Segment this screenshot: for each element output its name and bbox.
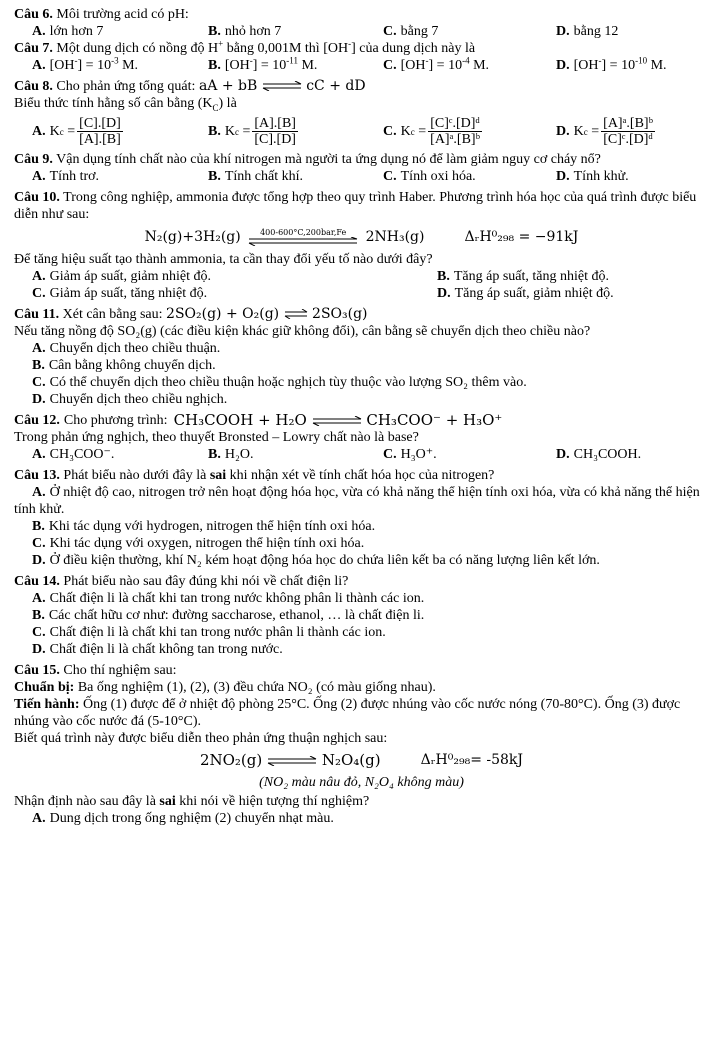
question-8-line2: Biểu thức tính hằng số cân bằng $(K_C)$ là	[14, 96, 237, 113]
option-b[interactable]: B. Các chất hữu cơ như: đường saccharose, ethanol, … là chất điện li.	[32, 608, 425, 623]
question-number: Câu 9.	[14, 152, 53, 167]
question-number: Câu 11.	[14, 307, 60, 322]
option-a[interactable]: A. Chuyển dịch theo chiều thuận.	[32, 341, 221, 356]
answer-options	[32, 23, 709, 40]
option-b[interactable]: B. Cân bằng không chuyển dịch.	[32, 358, 216, 373]
color-note: (NO₂ màu nâu đỏ, N₂O₄ không màu)	[259, 775, 464, 790]
option-a[interactable]: A. Dung dịch trong ống nghiệm (2) chuyển nhạt màu.	[32, 811, 334, 826]
option-c[interactable]: C. bằng 7	[383, 24, 439, 39]
question-number: Câu 6.	[14, 7, 53, 22]
option-a[interactable]: A. Tính trơ.	[32, 169, 100, 184]
option-c[interactable]: C. Chất điện li là chất khi tan trong nước phân li thành các ion.	[32, 625, 386, 640]
question-stem: Xét cân bằng sau:	[62, 307, 163, 322]
option-a[interactable]: A. lớn hơn 7	[32, 24, 104, 39]
option-a[interactable]: A. Giảm áp suất, giảm nhiệt độ.	[32, 269, 211, 284]
preparation-line: Chuẩn bị: Ba ống nghiệm (1), (2), (3) đều chứa NO₂ (có màu giống nhau).	[14, 680, 436, 695]
answer-options	[32, 168, 709, 185]
option-c[interactable]: C. K c = $\frac{\text{[C]ᶜ.[D]ᵈ}}{\text{[A]ᵃ.[B]ᵇ}}$	[383, 116, 480, 147]
option-c[interactable]: C. H₃O⁺.	[383, 447, 437, 462]
equilibrium-arrow-icon: 400-600°C,200bar,Fe	[248, 228, 358, 246]
option-a[interactable]: A. Ở nhiệt độ cao, nitrogen trở nên hoạt động hóa học, vừa có khả năng thể hiện tính oxi hóa, vừa có khả năng thể hiện tính khử.	[14, 485, 700, 517]
answer-options	[32, 446, 709, 463]
option-d[interactable]: D. Tăng áp suất, giảm nhiệt độ.	[437, 286, 614, 301]
option-d[interactable]: D. Ở điều kiện thường, khí N₂ kém hoạt động hóa học do chứa liên kết ba có năng lượng liên kết lớn.	[32, 553, 600, 568]
reaction-equation: CH₃COOH + H₂O CH₃COO⁻ + H₃O⁺	[173, 411, 503, 429]
option-c[interactable]: C. Tính oxi hóa.	[383, 169, 476, 184]
option-d[interactable]: D. Chuyển dịch theo chiều nghịch.	[32, 392, 228, 407]
question-12	[14, 412, 709, 429]
question-11	[14, 306, 709, 323]
question-stem: Cho phương trình:	[63, 413, 168, 428]
question-14	[14, 573, 709, 590]
option-a[interactable]: A. CH₃COO⁻.	[32, 447, 115, 462]
option-b[interactable]: B. H₂O.	[208, 447, 254, 462]
answer-options	[32, 285, 709, 302]
question-stem: Cho phản ứng tổng quát:	[56, 79, 196, 94]
question-stem: Trong công nghiệp, ammonia được tổng hợp theo quy trình Haber. Phương trình hóa học của quá trình được biểu diễn như sau:	[14, 190, 697, 222]
enthalpy-value: ΔᵣH⁰₂₉₈ = −91kJ	[464, 228, 579, 245]
enthalpy-value: ΔᵣH⁰₂₉₈= -58kJ	[420, 752, 524, 768]
question-stem: Cho thí nghiệm sau:	[63, 663, 177, 678]
option-b[interactable]: B. nhỏ hơn 7	[208, 24, 282, 39]
question-12-prompt: Trong phản ứng nghịch, theo thuyết Bronsted – Lowry chất nào là base?	[14, 430, 419, 445]
reaction-equation: aA + bB cC + dD	[198, 78, 366, 94]
option-c[interactable]: C. Khi tác dụng với oxygen, nitrogen thể hiện tính oxi hóa.	[32, 536, 365, 551]
haber-equation: N₂(g)+3H₂(g) 400-600°C,200bar,Fe 2NH₃(g) ΔᵣH⁰₂₉₈ = −91kJ	[144, 228, 579, 245]
known-line: Biết quá trình này được biểu diễn theo phản ứng thuận nghịch sau:	[14, 731, 388, 746]
option-d[interactable]: D. $[OH^-] = 10^{-10}$ M.	[556, 55, 667, 73]
equilibrium-arrow-icon	[262, 81, 302, 91]
question-number: Câu 7.	[14, 41, 53, 56]
equilibrium-arrow-icon	[312, 416, 362, 426]
no2-equation: 2NO₂(g) N₂O₄(g) ΔᵣH⁰₂₉₈= -58kJ	[199, 751, 524, 769]
option-b[interactable]: B. $[OH^-] = 10^{-11}$ M.	[208, 55, 318, 73]
question-number: Câu 14.	[14, 574, 60, 589]
question-15-prompt: Nhận định nào sau đây là sai khi nói về hiện tượng thí nghiệm?	[14, 794, 370, 809]
option-a[interactable]: A. Chất điện li là chất khi tan trong nước không phân li thành các ion.	[32, 591, 425, 606]
question-number: Câu 12.	[14, 413, 60, 428]
question-number: Câu 10.	[14, 190, 60, 205]
option-d[interactable]: D. K c = $\frac{\text{[A]ᵃ.[B]ᵇ}}{\text{[C]ᶜ.[D]ᵈ}}$	[556, 116, 653, 147]
option-c[interactable]: C. Có thể chuyển dịch theo chiều thuận hoặc nghịch tùy thuộc vào lượng SO₂ thêm vào.	[32, 375, 527, 390]
question-8	[14, 78, 709, 95]
question-6	[14, 6, 709, 23]
question-stem: Môi trường acid có pH:	[56, 7, 189, 22]
procedure-line: Tiến hành: Ống (1) được để ở nhiệt độ phòng 25°C. Ống (2) được nhúng vào cốc nước nóng (70-80°C). Ống (3) được nhúng vào cốc nước đá (5-10°C).	[14, 697, 681, 729]
emphasis-word: sai	[209, 468, 227, 483]
question-number: Câu 15.	[14, 663, 60, 678]
option-b[interactable]: B. Khi tác dụng với hydrogen, nitrogen thể hiện tính oxi hóa.	[32, 519, 376, 534]
option-b[interactable]: B. Tăng áp suất, tăng nhiệt độ.	[437, 269, 609, 284]
option-c[interactable]: C. Giảm áp suất, tăng nhiệt độ.	[32, 286, 208, 301]
question-10	[14, 189, 709, 223]
question-stem: Vận dụng tính chất nào của khí nitrogen mà người ta ứng dụng nó để làm giảm nguy cơ cháy nổ?	[56, 152, 601, 167]
reaction-equation: 2SO₂(g) + O₂(g) 2SO₃(g)	[166, 306, 368, 322]
question-stem: Phát biểu nào sau đây đúng khi nói về chất điện li?	[63, 574, 349, 589]
option-d[interactable]: D. bằng 12	[556, 24, 619, 39]
option-d[interactable]: D. Tính khử.	[556, 169, 629, 184]
equilibrium-arrow-icon	[267, 756, 317, 766]
emphasis-word: sai	[159, 794, 176, 809]
question-number: Câu 8.	[14, 79, 53, 94]
option-a[interactable]: A. $[OH^-] = 10^{-3}$ M.	[32, 55, 139, 73]
question-number: Câu 13.	[14, 468, 60, 483]
option-b[interactable]: B. K c = $\frac{[A].[B]}{[C].[D]}$	[208, 116, 296, 147]
question-10-prompt: Để tăng hiệu suất tạo thành ammonia, ta cần thay đổi yếu tố nào dưới đây?	[14, 252, 433, 267]
answer-options	[32, 268, 709, 285]
option-c[interactable]: C. $[OH^-] = 10^{-4}$ M.	[383, 55, 490, 73]
question-9	[14, 151, 709, 168]
option-b[interactable]: B. Tính chất khí.	[208, 169, 303, 184]
equilibrium-arrow-icon	[284, 309, 308, 319]
option-d[interactable]: D. CH₃COOH.	[556, 447, 642, 462]
question-11-prompt: Nếu tăng nồng độ SO₂(g) (các điều kiện khác giữ không đổi), cân bằng sẽ chuyển dịch theo chiều nào?	[14, 324, 591, 339]
answer-options	[32, 116, 709, 147]
option-d[interactable]: D. Chất điện li là chất không tan trong nước.	[32, 642, 283, 657]
question-stem: Một dung dịch có nồng độ H+ bằng 0,001M thì [OH-] của dung dịch này là	[56, 38, 476, 56]
question-15	[14, 662, 709, 679]
answer-options	[32, 57, 709, 74]
question-13: Câu 13. Phát biểu nào dưới đây là sai khi nhận xét về tính chất hóa học của nitrogen?	[14, 468, 495, 483]
option-a[interactable]: A. K c = $\frac{[C].[D]}{[A].[B]}$	[32, 116, 121, 147]
